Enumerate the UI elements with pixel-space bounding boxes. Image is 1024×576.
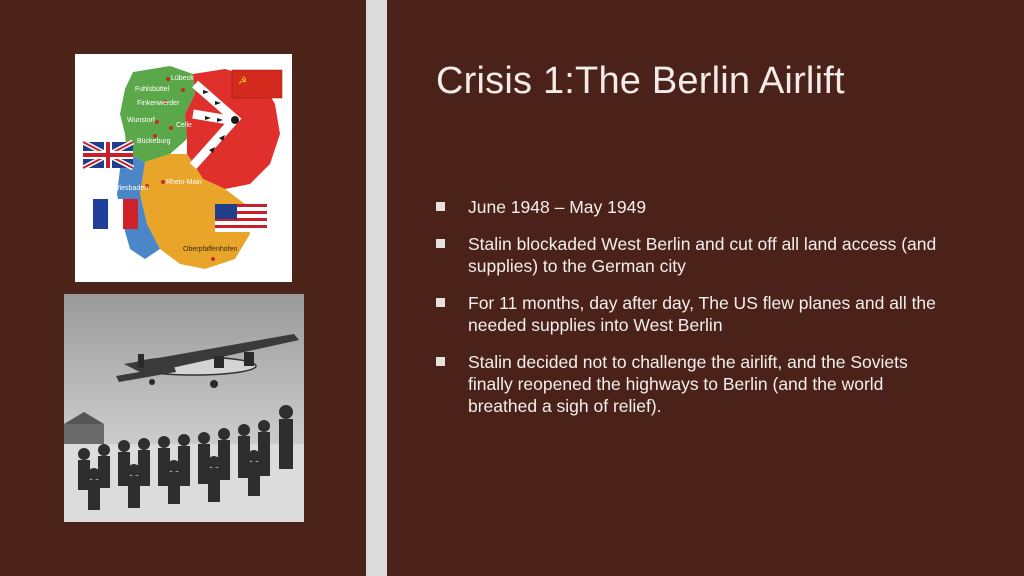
- map-graphic: [75, 54, 292, 282]
- svg-text:Bückeburg: Bückeburg: [137, 138, 171, 145]
- svg-text:Rhein-Main: Rhein-Main: [166, 179, 202, 186]
- bullet-item: [436, 292, 956, 336]
- square-bullet-icon: [436, 357, 445, 366]
- square-bullet-icon: [436, 202, 445, 211]
- svg-text:Lübeck: Lübeck: [171, 75, 194, 82]
- uk-flag: [83, 142, 133, 168]
- bullet-text: Stalin decided not to challenge the airlift, and the Soviets finally reopened the highways to Berlin (and the world breathed a sigh of relief).: [468, 352, 908, 416]
- photo-graphic: [64, 294, 304, 522]
- svg-text:Celle: Celle: [176, 122, 192, 129]
- square-bullet-icon: [436, 298, 445, 307]
- bullet-text: Stalin blockaded West Berlin and cut off all land access (and supplies) to the German city: [468, 234, 937, 276]
- occupation-zones-map: [75, 54, 292, 282]
- bullet-item: [436, 196, 956, 218]
- usa-flag: [215, 204, 267, 232]
- soviet-flag: [232, 70, 282, 98]
- bullet-text: For 11 months, day after day, The US flew planes and all the needed supplies into West Berlin: [468, 293, 936, 335]
- svg-text:Wunstorf: Wunstorf: [127, 117, 155, 124]
- bullet-item: [436, 351, 956, 417]
- svg-text:Finkenwerder: Finkenwerder: [137, 100, 180, 107]
- svg-text:Oberpfaffenhofen: Oberpfaffenhofen: [183, 246, 238, 253]
- svg-text:☭: ☭: [238, 76, 247, 87]
- airlift-photo: [64, 294, 304, 522]
- svg-text:Wiesbaden: Wiesbaden: [113, 185, 149, 192]
- square-bullet-icon: [436, 239, 445, 248]
- slide-title: Crisis 1:The Berlin Airlift: [436, 60, 845, 102]
- bullet-item: [436, 233, 956, 277]
- france-flag: [93, 199, 138, 229]
- bullet-list: [436, 196, 956, 432]
- bullet-text: June 1948 – May 1949: [468, 197, 647, 217]
- svg-text:Fuhlsbüttel: Fuhlsbüttel: [135, 86, 170, 93]
- berlin-marker: [231, 116, 239, 124]
- divider-bar: [366, 0, 387, 576]
